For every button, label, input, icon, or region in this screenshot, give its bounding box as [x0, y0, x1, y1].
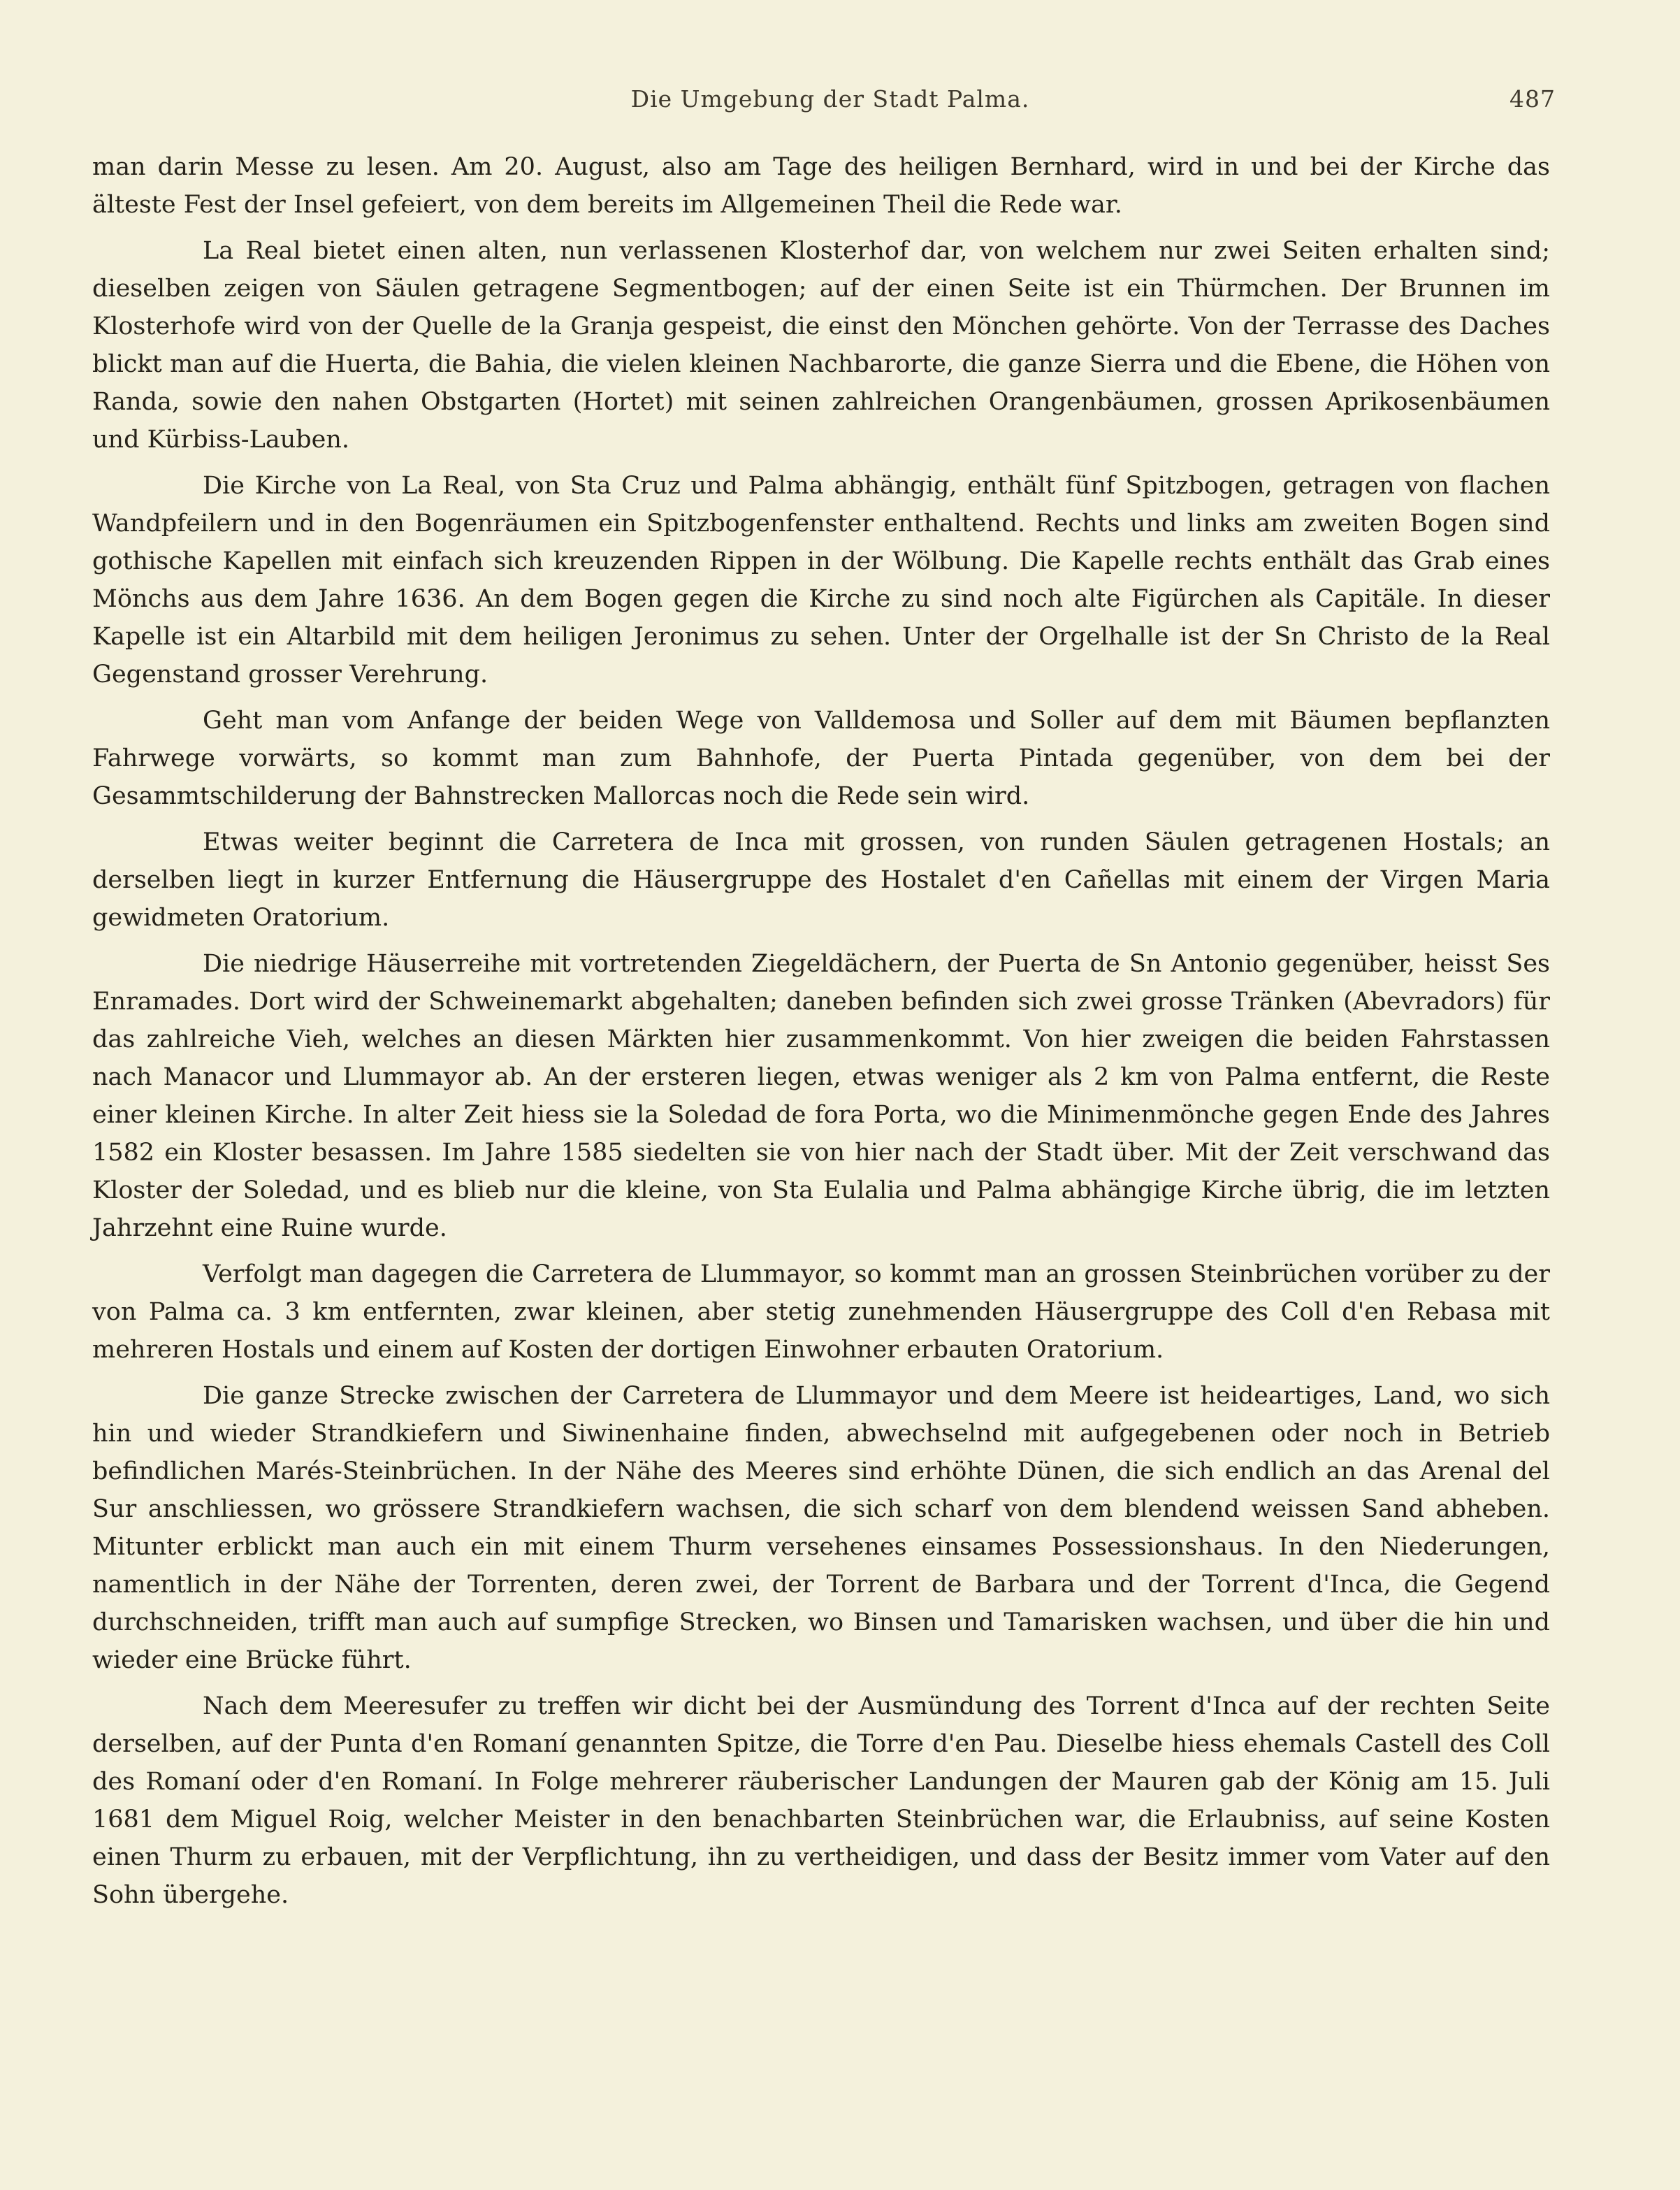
- page-number: 487: [1509, 85, 1556, 113]
- paragraph-6: Die niedrige Häuserreihe mit vortretenden Ziegeldächern, der Puerta de Sn Antonio gegenüber, heisst Ses Enramades. Dort wird der Schweinemarkt abgehalten; daneben befinden sich zwei grosse Tränken (Abevradors) für das zahlreiche Vieh, welches an diesen Märkten hier zusammenkommt. Von hier zweigen die beiden Fahrstassen nach Manacor und Llummayor ab. An der ersteren liegen, etwas weniger als 2 km von Palma entfernt, die Reste einer kleinen Kirche. In alter Zeit hiess sie la Soledad de fora Porta, wo die Minimenmönche gegen Ende des Jahres 1582 ein Kloster besassen. Im Jahre 1585 siedelten sie von hier nach der Stadt über. Mit der Zeit verschwand das Kloster der Soledad, und es blieb nur die kleine, von Sta Eulalia und Palma abhängige Kirche übrig, die im letzten Jahrzehnt eine Ruine wurde.: [92, 950, 1550, 1242]
- paragraph-4: Geht man vom Anfange der beiden Wege von Valldemosa und Soller auf dem mit Bäumen bepflanzten Fahrwege vorwärts, so kommt man zum Bahnhofe, der Puerta Pintada gegenüber, von dem bei der Gesammtschilderung der Bahnstrecken Mallorcas noch die Rede sein wird.: [92, 707, 1550, 810]
- paragraph-1: man darin Messe zu lesen. Am 20. August, also am Tage des heiligen Bernhard, wird in und bei der Kirche das älteste Fest der Insel gefeiert, von dem bereits im Allgemeinen Theil die Rede war.: [92, 153, 1550, 219]
- paragraph-2: La Real bietet einen alten, nun verlassenen Klosterhof dar, von welchem nur zwei Seiten erhalten sind; dieselben zeigen von Säulen getragene Segmentbogen; auf der einen Seite ist ein Thürmchen. Der Brunnen im Klosterhofe wird von der Quelle de la Granja gespeist, die einst den Mönchen gehörte. Von der Terrasse des Daches blickt man auf die Huerta, die Bahia, die vielen kleinen Nachbarorte, die ganze Sierra und die Ebene, die Höhen von Randa, sowie den nahen Obstgarten (Hortet) mit seinen zahlreichen Orangenbäumen, grossen Aprikosenbäumen und Kürbiss-Lauben.: [92, 237, 1550, 454]
- paragraph-3: Die Kirche von La Real, von Sta Cruz und Palma abhängig, enthält fünf Spitzbogen, getragen von flachen Wandpfeilern und in den Bogenräumen ein Spitzbogenfenster enthaltend. Rechts und links am zweiten Bogen sind gothische Kapellen mit einfach sich kreuzenden Rippen in der Wölbung. Die Kapelle rechts enthält das Grab eines Mönchs aus dem Jahre 1636. An dem Bogen gegen die Kirche zu sind noch alte Figürchen als Capitäle. In dieser Kapelle ist ein Altarbild mit dem heiligen Jeronimus zu sehen. Unter der Orgelhalle ist der Sn Christo de la Real Gegenstand grosser Verehrung.: [92, 472, 1550, 689]
- paragraph-5: Etwas weiter beginnt die Carretera de Inca mit grossen, von runden Säulen getragenen Hostals; an derselben liegt in kurzer Entfernung die Häusergruppe des Hostalet d'en Cañellas mit einem der Virgen Maria gewidmeten Oratorium.: [92, 828, 1550, 932]
- running-header: [92, 85, 1568, 120]
- paragraph-9: Nach dem Meeresufer zu treffen wir dicht bei der Ausmündung des Torrent d'Inca auf der rechten Seite derselben, auf der Punta d'en Romaní genannten Spitze, die Torre d'en Pau. Dieselbe hiess ehemals Castell des Coll des Romaní oder d'en Romaní. In Folge mehrerer räuberischer Landungen der Mauren gab der König am 15. Juli 1681 dem Miguel Roig, welcher Meister in den benachbarten Steinbrüchen war, die Erlaubniss, auf seine Kosten einen Thurm zu erbauen, mit der Verpflichtung, ihn zu vertheidigen, und dass der Besitz immer vom Vater auf den Sohn übergehe.: [92, 1692, 1550, 1909]
- paragraph-7: Verfolgt man dagegen die Carretera de Llummayor, so kommt man an grossen Steinbrüchen vorüber zu der von Palma ca. 3 km entfernten, zwar kleinen, aber stetig zunehmenden Häusergruppe des Coll d'en Rebasa mit mehreren Hostals und einem auf Kosten der dortigen Einwohner erbauten Oratorium.: [92, 1260, 1550, 1364]
- body-text: [92, 148, 1550, 1914]
- paragraph-8: Die ganze Strecke zwischen der Carretera de Llummayor und dem Meere ist heideartiges, Land, wo sich hin und wieder Strandkiefern und Siwinenhaine finden, abwechselnd mit aufgegebenen oder noch in Betrieb befindlichen Marés-Steinbrüchen. In der Nähe des Meeres sind erhöhte Dünen, die sich endlich an das Arenal del Sur anschliessen, wo grössere Strandkiefern wachsen, die sich scharf von dem blendend weissen Sand abheben. Mitunter erblickt man auch ein mit einem Thurm versehenes einsames Possessionshaus. In den Niederungen, namentlich in der Nähe der Torrenten, deren zwei, der Torrent de Barbara und der Torrent d'Inca, die Gegend durchschneiden, trifft man auch auf sumpfige Strecken, wo Binsen und Tamarisken wachsen, und über die hin und wieder eine Brücke führt.: [92, 1382, 1550, 1674]
- chapter-title: Die Umgebung der Stadt Palma.: [630, 85, 1030, 113]
